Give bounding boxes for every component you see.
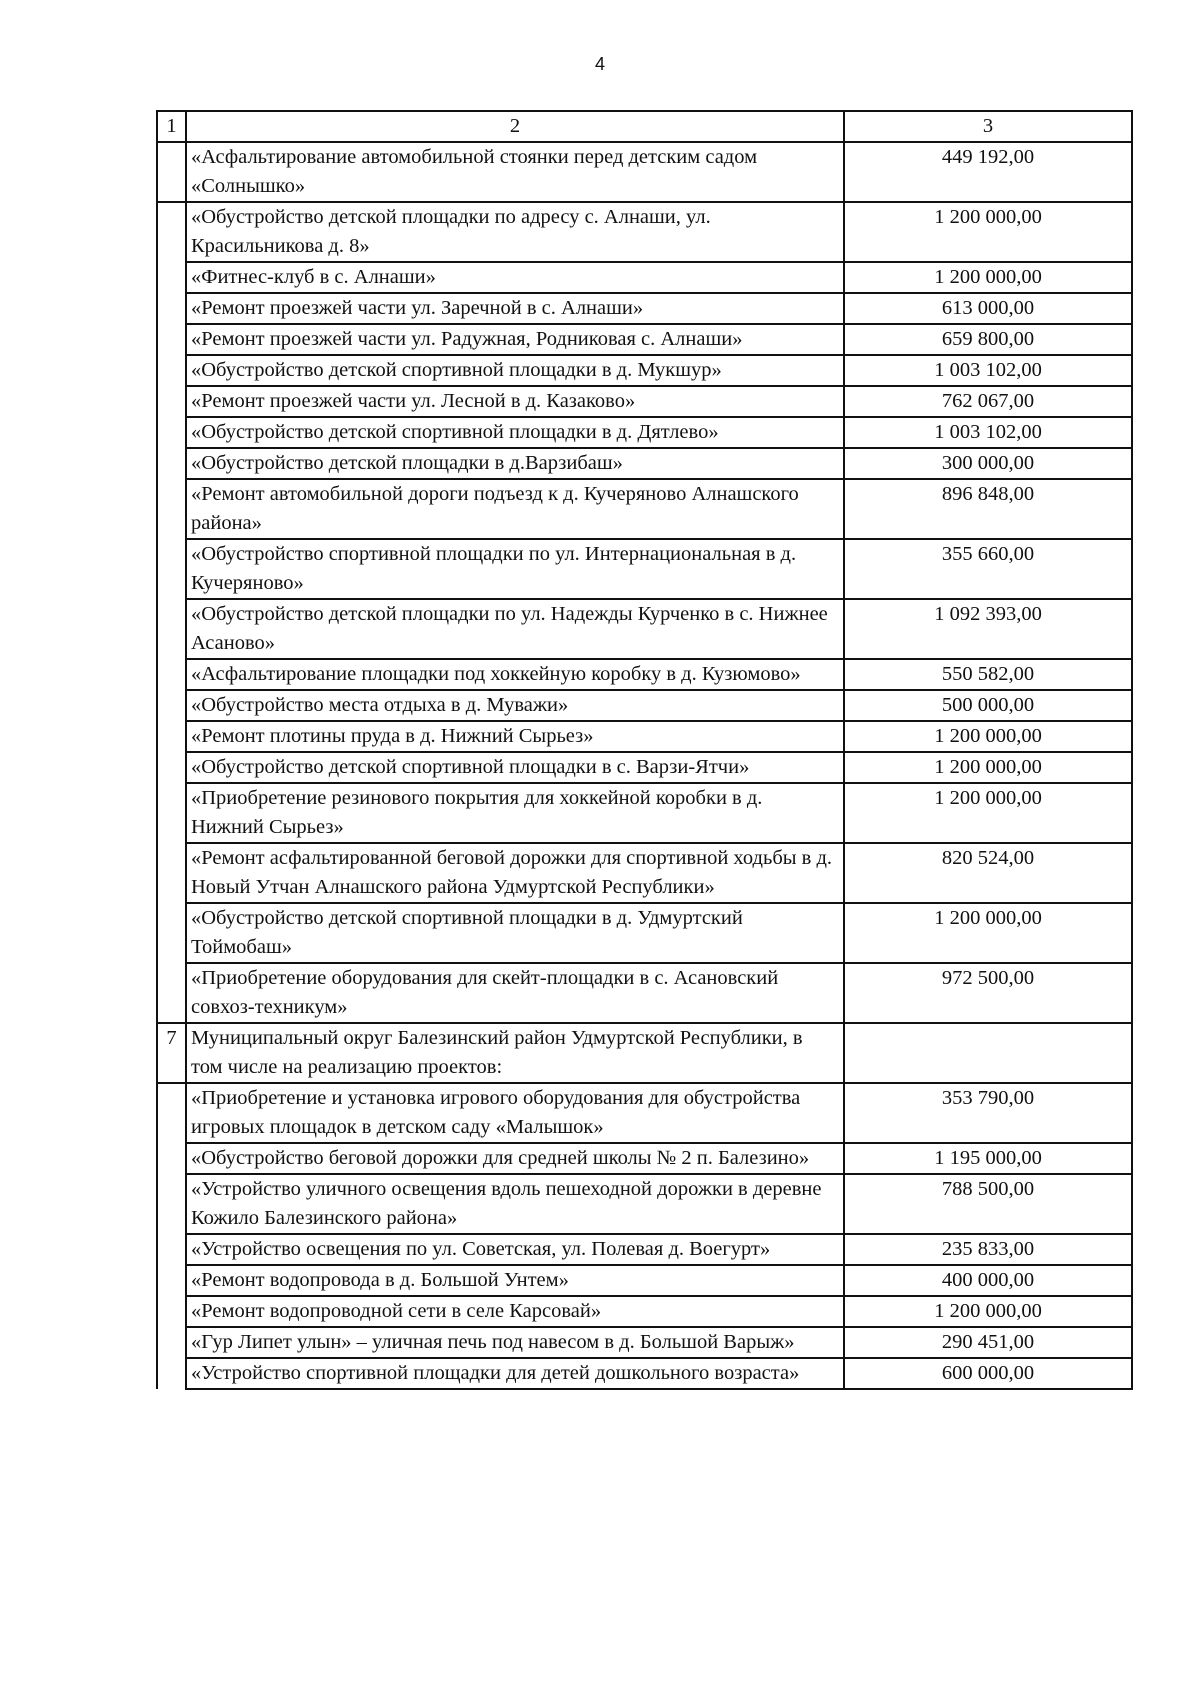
table-row [157,1358,1132,1389]
amount-cell: 300 000,00 [844,448,1132,479]
project-name-cell: «Обустройство детской спортивной площадки в д. Мукшур» [186,355,844,386]
project-name-cell: «Обустройство детской спортивной площадки в д. Удмуртский Тоймобаш» [186,903,844,963]
project-name-cell: «Обустройство детской площадки по ул. Надежды Курченко в с. Нижнее Асаново» [186,599,844,659]
project-name-cell: «Ремонт проезжей части ул. Радужная, Родниковая с. Алнаши» [186,324,844,355]
table-row [157,417,1132,448]
table-row [157,324,1132,355]
table-row [157,355,1132,386]
table-row [157,1327,1132,1358]
row-number-cell [157,1234,186,1265]
page-number: 4 [594,54,605,74]
row-number-cell [157,1296,186,1327]
amount-cell: 1 200 000,00 [844,1296,1132,1327]
table-row [157,1023,1132,1083]
table-row [157,690,1132,721]
row-number-cell [157,262,186,293]
table-row [157,903,1132,963]
table-row [157,448,1132,479]
row-number-cell [157,1083,186,1143]
project-name-cell: «Обустройство детской спортивной площадки в д. Дятлево» [186,417,844,448]
amount-cell: 1 200 000,00 [844,783,1132,843]
project-name-cell: «Ремонт водопровода в д. Большой Унтем» [186,1265,844,1296]
project-name-cell: Муниципальный округ Балезинский район Удмуртской Республики, в том числе на реализацию проектов: [186,1023,844,1083]
column-header-2: 2 [186,111,844,142]
table-row [157,1143,1132,1174]
amount-cell: 972 500,00 [844,963,1132,1023]
row-number-cell: 7 [157,1023,186,1083]
row-number-cell [157,386,186,417]
table-row [157,1083,1132,1143]
project-name-cell: «Ремонт проезжей части ул. Заречной в с. Алнаши» [186,293,844,324]
row-number-cell [157,324,186,355]
table-row [157,843,1132,903]
table-header-row [157,111,1132,142]
project-name-cell: «Гур Липет улын» – уличная печь под навесом в д. Большой Варыж» [186,1327,844,1358]
amount-cell: 1 003 102,00 [844,355,1132,386]
project-name-cell: «Ремонт проезжей части ул. Лесной в д. Казаково» [186,386,844,417]
project-name-cell: «Фитнес-клуб в с. Алнаши» [186,262,844,293]
row-number-cell [157,599,186,659]
table-row [157,752,1132,783]
project-name-cell: «Ремонт автомобильной дороги подъезд к д. Кучеряново Алнашского района» [186,479,844,539]
amount-cell: 1 092 393,00 [844,599,1132,659]
row-number-cell [157,539,186,599]
row-number-cell [157,963,186,1023]
amount-cell: 1 200 000,00 [844,752,1132,783]
amount-cell: 449 192,00 [844,142,1132,202]
project-name-cell: «Обустройство детской площадки в д.Варзибаш» [186,448,844,479]
amount-cell: 1 200 000,00 [844,903,1132,963]
table-body [157,111,1132,1389]
table-row [157,1265,1132,1296]
amount-cell: 613 000,00 [844,293,1132,324]
row-number-cell [157,448,186,479]
table-row [157,386,1132,417]
amount-cell: 550 582,00 [844,659,1132,690]
amount-cell: 788 500,00 [844,1174,1132,1234]
row-number-cell [157,293,186,324]
amount-cell [844,1023,1132,1083]
table-row [157,1174,1132,1234]
amount-cell: 1 003 102,00 [844,417,1132,448]
table-row [157,1234,1132,1265]
column-header-1: 1 [157,111,186,142]
amount-cell: 1 200 000,00 [844,262,1132,293]
column-header-3: 3 [844,111,1132,142]
table-row [157,963,1132,1023]
amount-cell: 1 200 000,00 [844,721,1132,752]
amount-cell: 353 790,00 [844,1083,1132,1143]
amount-cell: 820 524,00 [844,843,1132,903]
table-row [157,599,1132,659]
row-number-cell [157,417,186,448]
row-number-cell [157,202,186,262]
table-row [157,293,1132,324]
amount-cell: 290 451,00 [844,1327,1132,1358]
row-number-cell [157,843,186,903]
row-number-cell [157,1327,186,1358]
table-row [157,659,1132,690]
row-number-cell [157,690,186,721]
table-row [157,721,1132,752]
row-number-cell [157,1174,186,1234]
project-name-cell: «Приобретение и установка игрового оборудования для обустройства игровых площадок в детском саду «Малышок» [186,1083,844,1143]
project-name-cell: «Устройство освещения по ул. Советская, ул. Полевая д. Воегурт» [186,1234,844,1265]
project-name-cell: «Устройство уличного освещения вдоль пешеходной дорожки в деревне Кожило Балезинского района» [186,1174,844,1234]
amount-cell: 235 833,00 [844,1234,1132,1265]
amount-cell: 355 660,00 [844,539,1132,599]
row-number-cell [157,1143,186,1174]
table-row [157,262,1132,293]
row-number-cell [157,783,186,843]
table-row [157,1296,1132,1327]
row-number-cell [157,1265,186,1296]
project-name-cell: «Обустройство детской спортивной площадки в с. Варзи-Ятчи» [186,752,844,783]
amount-cell: 1 195 000,00 [844,1143,1132,1174]
project-name-cell: «Ремонт асфальтированной беговой дорожки для спортивной ходьбы в д. Новый Утчан Алнашского района Удмуртской Республики» [186,843,844,903]
amount-cell: 600 000,00 [844,1358,1132,1389]
project-name-cell: «Асфальтирование автомобильной стоянки перед детским садом «Солнышко» [186,142,844,202]
amount-cell: 1 200 000,00 [844,202,1132,262]
project-name-cell: «Обустройство спортивной площадки по ул. Интернациональная в д. Кучеряново» [186,539,844,599]
projects-table [156,110,1133,1390]
project-name-cell: «Устройство спортивной площадки для детей дошкольного возраста» [186,1358,844,1389]
table-row [157,539,1132,599]
project-name-cell: «Приобретение оборудования для скейт-площадки в с. Асановский совхоз-техникум» [186,963,844,1023]
amount-cell: 500 000,00 [844,690,1132,721]
project-name-cell: «Обустройство беговой дорожки для средней школы № 2 п. Балезино» [186,1143,844,1174]
row-number-cell [157,142,186,202]
table-row [157,783,1132,843]
project-name-cell: «Приобретение резинового покрытия для хоккейной коробки в д. Нижний Сырьез» [186,783,844,843]
row-number-cell [157,659,186,690]
table-row [157,479,1132,539]
project-name-cell: «Асфальтирование площадки под хоккейную коробку в д. Кузюмово» [186,659,844,690]
project-name-cell: «Ремонт водопроводной сети в селе Карсовай» [186,1296,844,1327]
row-number-cell [157,752,186,783]
amount-cell: 659 800,00 [844,324,1132,355]
amount-cell: 400 000,00 [844,1265,1132,1296]
amount-cell: 896 848,00 [844,479,1132,539]
project-name-cell: «Обустройство места отдыха в д. Муважи» [186,690,844,721]
row-number-cell [157,903,186,963]
row-number-cell [157,355,186,386]
project-name-cell: «Ремонт плотины пруда в д. Нижний Сырьез» [186,721,844,752]
table-row [157,202,1132,262]
row-number-cell [157,479,186,539]
project-name-cell: «Обустройство детской площадки по адресу с. Алнаши, ул. Красильникова д. 8» [186,202,844,262]
row-number-cell [157,1358,186,1389]
table-row [157,142,1132,202]
amount-cell: 762 067,00 [844,386,1132,417]
row-number-cell [157,721,186,752]
